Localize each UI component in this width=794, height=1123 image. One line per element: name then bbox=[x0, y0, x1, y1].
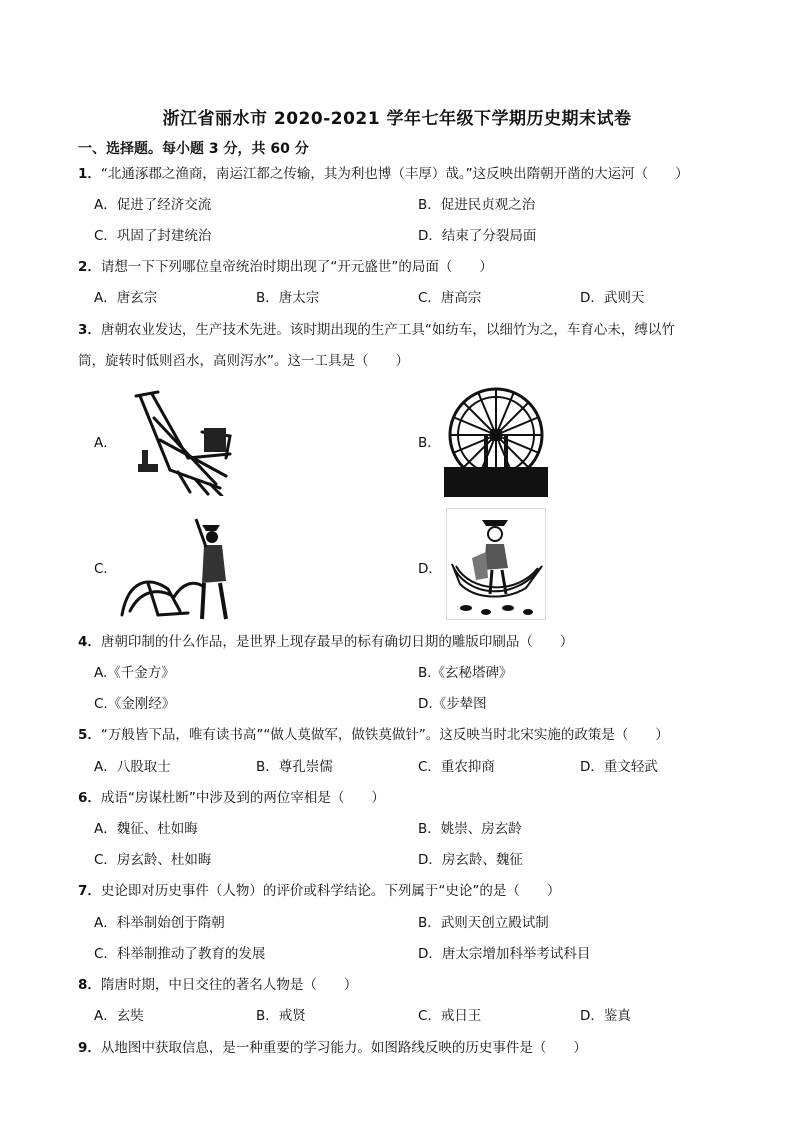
option-3b[interactable]: B． bbox=[418, 435, 441, 451]
question-number: 6． bbox=[78, 790, 101, 806]
option-3a[interactable]: A． bbox=[94, 435, 117, 451]
option-7b[interactable]: B．武则天创立殿试制 bbox=[418, 915, 549, 931]
option-2d[interactable]: D．武则天 bbox=[580, 290, 645, 306]
question-stem: “北通涿郡之渔商，南运江都之传输，其为利也博（丰厚）哉。”这反映出隋朝开凿的大运河（ ） bbox=[100, 166, 689, 182]
option-1c[interactable]: C．巩固了封建统治 bbox=[94, 228, 212, 244]
option-3c[interactable]: C． bbox=[94, 561, 117, 577]
waterwheel-image-icon[interactable] bbox=[444, 383, 548, 497]
option-6a[interactable]: A．魏征、杜如晦 bbox=[94, 821, 198, 837]
option-6b[interactable]: B．姚崇、房玄龄 bbox=[418, 821, 522, 837]
option-7a[interactable]: A．科举制始创于隋朝 bbox=[94, 915, 225, 931]
question-7 bbox=[78, 881, 560, 901]
option-5c[interactable]: C．重农抑商 bbox=[418, 759, 495, 775]
option-2b[interactable]: B．唐太宗 bbox=[256, 290, 320, 306]
option-2a[interactable]: A．唐玄宗 bbox=[94, 290, 158, 306]
question-number: 2． bbox=[78, 259, 101, 275]
option-1b[interactable]: B．促进民贞观之治 bbox=[418, 197, 536, 213]
option-5a[interactable]: A．八股取士 bbox=[94, 759, 171, 775]
option-5b[interactable]: B．尊孔崇儒 bbox=[256, 759, 333, 775]
question-3-line2: 筒，旋转时低则舀水，高则泻水”。这一工具是（ ） bbox=[78, 353, 409, 369]
question-number: 9． bbox=[78, 1040, 101, 1056]
plough-image-icon[interactable] bbox=[130, 388, 242, 496]
option-8d[interactable]: D．鉴真 bbox=[580, 1008, 631, 1024]
worker-boat-image-icon[interactable] bbox=[446, 508, 546, 620]
page-title: 浙江省丽水市 2020-2021 学年七年级下学期历史期末试卷 bbox=[162, 109, 632, 129]
option-4d[interactable]: D.《步辇图 bbox=[418, 696, 487, 712]
question-stem: 请想一下下列哪位皇帝统治时期出现了“开元盛世”的局面（ ） bbox=[100, 259, 493, 275]
option-2c[interactable]: C．唐高宗 bbox=[418, 290, 482, 306]
farmer-plough-image-icon[interactable] bbox=[118, 511, 242, 621]
option-8b[interactable]: B．戒贤 bbox=[256, 1008, 306, 1024]
option-4a[interactable]: A.《千金方》 bbox=[94, 665, 175, 681]
option-1a[interactable]: A．促进了经济交流 bbox=[94, 197, 212, 213]
option-7c[interactable]: C．科举制推动了教育的发展 bbox=[94, 946, 266, 962]
question-stem: 从地图中获取信息，是一种重要的学习能力。如图路线反映的历史事件是（ ） bbox=[100, 1040, 587, 1056]
question-1 bbox=[78, 164, 689, 184]
option-3d[interactable]: D． bbox=[418, 561, 442, 577]
option-7d[interactable]: D．唐太宗增加科举考试科目 bbox=[418, 946, 591, 962]
option-4b[interactable]: B.《玄秘塔碑》 bbox=[418, 665, 513, 681]
question-stem: 隋唐时期，中日交往的著名人物是（ ） bbox=[100, 977, 358, 993]
question-stem: 成语“房谋杜断”中涉及到的两位宰相是（ ） bbox=[100, 790, 385, 806]
question-4 bbox=[78, 632, 573, 652]
option-5d[interactable]: D．重文轻武 bbox=[580, 759, 658, 775]
question-3 bbox=[78, 320, 675, 340]
option-8a[interactable]: A．玄奘 bbox=[94, 1008, 144, 1024]
question-number: 8． bbox=[78, 977, 101, 993]
option-4c[interactable]: C.《金刚经》 bbox=[94, 696, 176, 712]
option-8c[interactable]: C．戒日王 bbox=[418, 1008, 482, 1024]
question-stem: “万般皆下品，唯有读书高”“做人莫做军，做铁莫做针”。这反映当时北宋实施的政策是（ ） bbox=[100, 727, 669, 743]
option-6d[interactable]: D．房玄龄、魏征 bbox=[418, 852, 523, 868]
question-number: 5． bbox=[78, 727, 101, 743]
question-2 bbox=[78, 257, 493, 277]
question-number: 3． bbox=[78, 322, 101, 338]
question-number: 4． bbox=[78, 634, 101, 650]
question-8 bbox=[78, 975, 357, 995]
question-9 bbox=[78, 1038, 587, 1058]
question-6 bbox=[78, 788, 385, 808]
question-stem: 史论即对历史事件（人物）的评价或科学结论。下列属于“史论”的是（ ） bbox=[100, 883, 561, 899]
question-number: 7． bbox=[78, 883, 101, 899]
question-stem: 唐朝印制的什么作品，是世界上现存最早的标有确切日期的雕版印刷品（ ） bbox=[100, 634, 574, 650]
question-stem: 唐朝农业发达，生产技术先进。该时期出现的生产工具“如纺车，以细竹为之，车育心未，缚以竹 bbox=[100, 322, 675, 338]
option-1d[interactable]: D．结束了分裂局面 bbox=[418, 228, 537, 244]
question-number: 1． bbox=[78, 166, 101, 182]
section-heading: 一、选择题。每小题 3 分，共 60 分 bbox=[78, 141, 309, 157]
question-5 bbox=[78, 725, 669, 745]
option-6c[interactable]: C．房玄龄、杜如晦 bbox=[94, 852, 212, 868]
